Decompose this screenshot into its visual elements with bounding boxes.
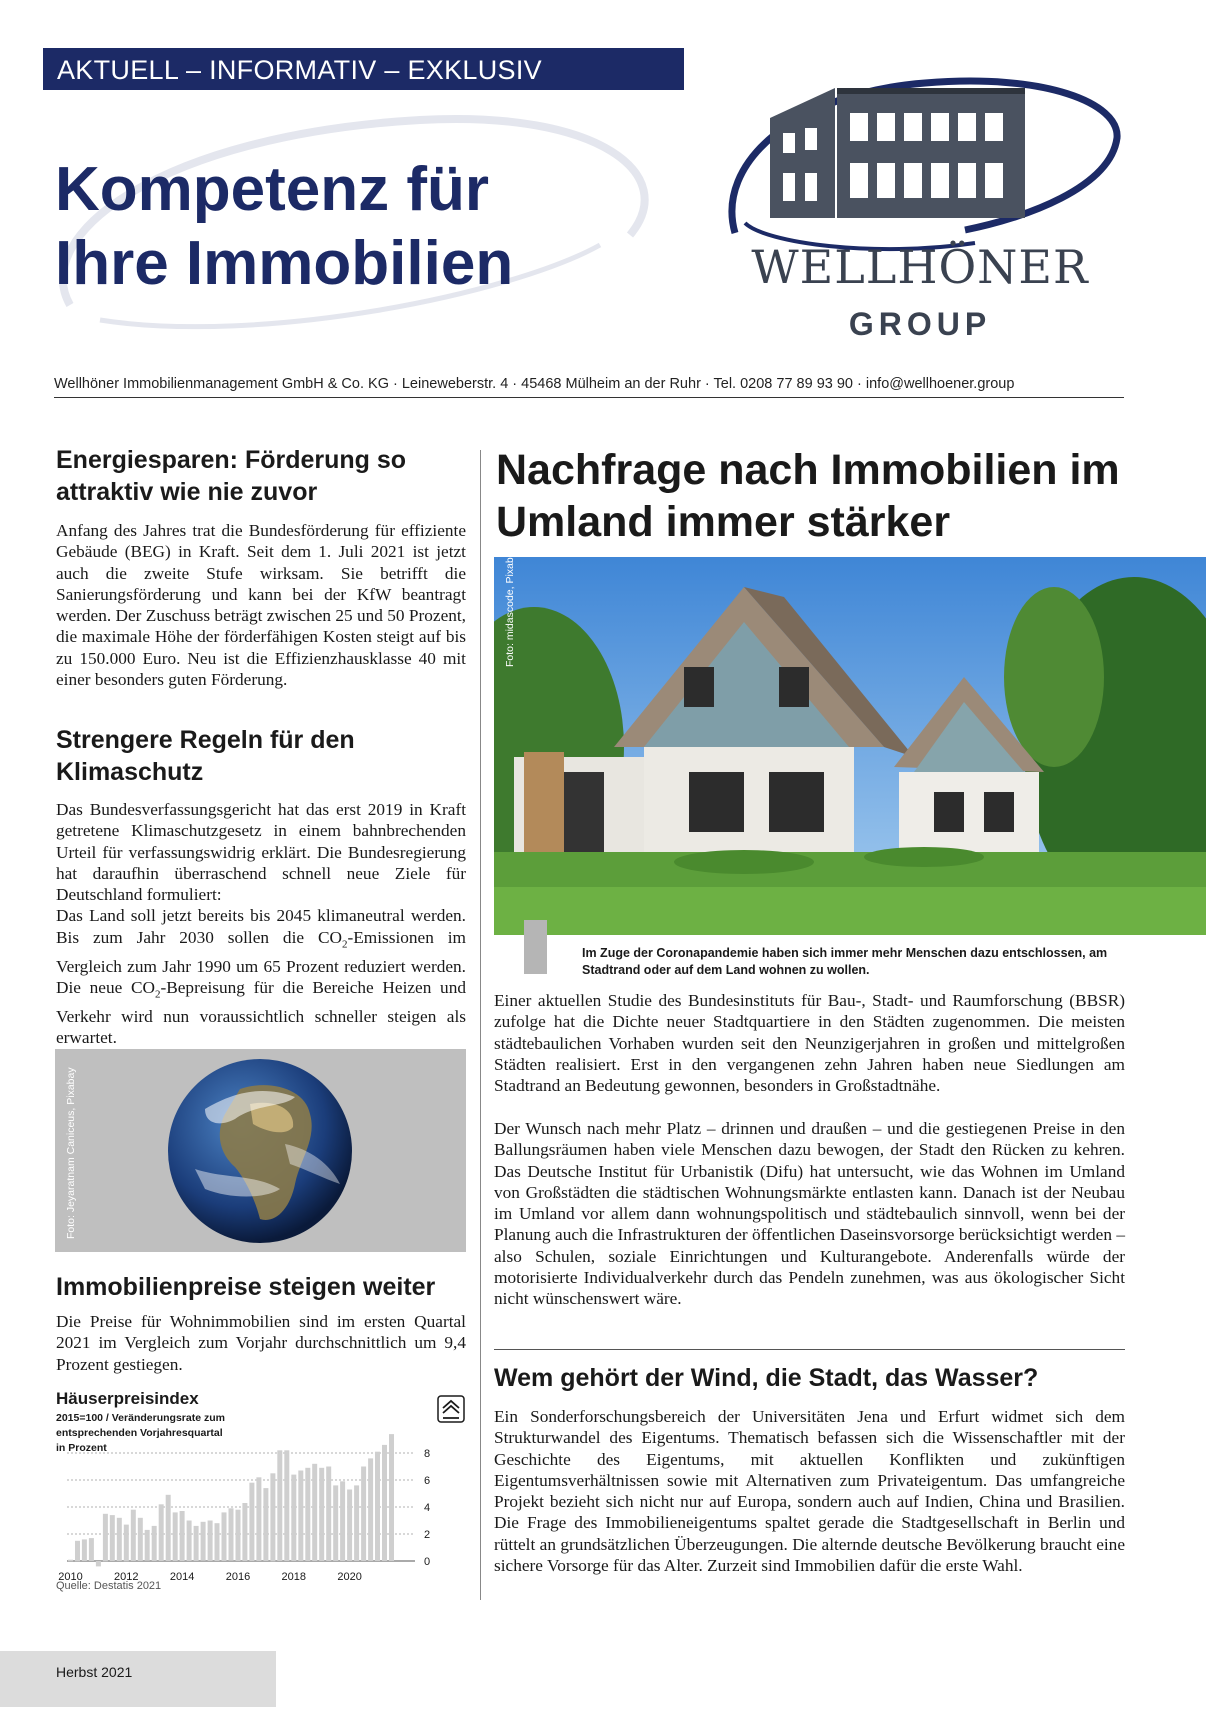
chart-bar bbox=[333, 1485, 338, 1561]
chart-bar bbox=[284, 1450, 289, 1561]
chart-bar bbox=[256, 1477, 261, 1561]
chart-bar bbox=[229, 1508, 234, 1561]
x-tick-label: 2016 bbox=[225, 1571, 251, 1583]
y-tick-label: 4 bbox=[424, 1502, 431, 1514]
x-tick-label: 2020 bbox=[337, 1571, 362, 1583]
share-icon[interactable] bbox=[438, 1396, 464, 1422]
chart-bar bbox=[124, 1525, 129, 1562]
page-title: Kompetenz für Ihre Immobilien bbox=[55, 155, 514, 298]
tagline: AKTUELL – INFORMATIV – EXKLUSIV bbox=[57, 55, 542, 85]
energy-heading: Energiesparen: Förderung so attraktiv wie nie zuvor bbox=[56, 446, 407, 506]
house-photo bbox=[494, 546, 1206, 935]
chart-bar bbox=[173, 1512, 178, 1561]
house-image bbox=[494, 557, 1206, 935]
chart-bar bbox=[187, 1521, 192, 1562]
x-tick-label: 2010 bbox=[58, 1571, 83, 1583]
chart-bar bbox=[291, 1475, 296, 1561]
chart-bar bbox=[249, 1483, 254, 1561]
chart-bar bbox=[208, 1521, 213, 1562]
chart-bar bbox=[194, 1526, 199, 1561]
chart-bar bbox=[298, 1471, 303, 1562]
chart-bar bbox=[110, 1515, 115, 1561]
chart-bar bbox=[340, 1481, 345, 1561]
main-article-heading: Nachfrage nach Immobilien im Umland immer stärker bbox=[496, 446, 1120, 546]
earth-globe-icon bbox=[55, 1049, 466, 1252]
address-line: Wellhöner Immobilienmanagement GmbH & Co. KG · Leineweberstr. 4 · 45468 Mülheim an der Ruhr · Tel. 0208 77 89 93 90 · info@wellhoener.group bbox=[54, 376, 1124, 398]
house-price-chart bbox=[50, 1388, 470, 1583]
y-tick-label: 6 bbox=[424, 1475, 431, 1487]
chart-bar bbox=[75, 1541, 80, 1561]
main-article-para-1: Einer aktuellen Studie des Bundesinstituts für Bau-, Stadt- und Raumforschung (BBSR) zufolge hat die Dichte neuer Stadtquartiere in den Städten zugenommen. Die meisten städtebaulichen Vorhaben wurden seit den Neunzigerjahren in großen und mittelgroßen Städten realisiert. Erst in den vergangenen zehn Jahren haben neue Siedlungen am Stadtrand an Bedeutung gewonnen, besonders in Großstadtnähe. bbox=[494, 991, 1125, 1096]
climate-text-2: Das Land soll jetzt bereits bis 2045 klimaneutral werden. Bis zum Jahr 2030 sollen die $CO_2$-Emissionen im Vergleich zum Jahr 1990 um 65 Prozent reduziert werden. Die neue $CO_2$-Bepreisung für die Bereiche Heizen und Verkehr wird nun voraussichtlich schneller steigen als erwartet. bbox=[56, 906, 466, 1047]
caption-bar bbox=[524, 920, 547, 974]
logo-wordmark: WELLHÖNER bbox=[751, 240, 1089, 294]
earth-photo-credit: Foto: Jeyaratnam Caniceus, Pixabay bbox=[65, 1067, 77, 1239]
chart-bar bbox=[305, 1468, 310, 1561]
column-divider bbox=[480, 450, 481, 1600]
chart-bar bbox=[215, 1523, 220, 1561]
chart-bar bbox=[138, 1518, 143, 1561]
chart-bar bbox=[375, 1452, 380, 1561]
climate-text-1: Das Bundesverfassungsgericht hat das erst 2019 in Kraft getretene Klimaschutzgesetz in einem bahnbrechenden Urteil für verfassungswidrig erklärt. Die Bundesregierung hat daraufhin überraschend schnell neue Ziele für Deutschland formuliert: bbox=[56, 800, 466, 905]
chart-source: Quelle: Destatis 2021 bbox=[56, 1580, 162, 1592]
chart-bar bbox=[68, 1560, 73, 1561]
chart-bar bbox=[159, 1504, 164, 1561]
chart-bar bbox=[166, 1495, 171, 1561]
chart-bar bbox=[82, 1539, 87, 1561]
tagline-bar bbox=[43, 48, 684, 90]
prices-heading: Immobilienpreise steigen weiter bbox=[56, 1273, 436, 1301]
chart-bar bbox=[277, 1450, 282, 1561]
main-article-para-2: Der Wunsch nach mehr Platz – drinnen und draußen – und die gestiegenen Preise in den Ballungsräumen haben viele Menschen dazu bewogen, der Stadt den Rücken zu kehren. Das Deutsche Institut für Urbanistik (Difu) hat untersucht, wie das Wohnen im Umland von Großstädten die städtischen Wohnungsmärkte entlasten kann. Danach ist der Neubau im Umland vor allem dann wohnungspolitisch und städtebaulich sinnvoll, wenn bei der Planung auch die Infrastrukturen der öffentlichen Daseinsvorsorge berücksichtigt werden – also Schulen, soziale Einrichtungen und Kulturangebote. Anderenfalls würde der motorisierte Individualverkehr durch das Pendeln zunehmen, was aus ökologischer Sicht nicht wünschenswert wäre. bbox=[494, 1119, 1125, 1309]
chart-bar bbox=[312, 1464, 317, 1561]
wind-text: Ein Sonderforschungsbereich der Universitäten Jena und Erfurt widmet sich dem Strukturwandel des Eigentums. Thematisch befassen sich die Wissenschaftler mit der Geschichte des Eigentums, mit aktuellen Konflikten und zukünftigen Eigentumsverhältnissen sowie mit Alternativen zum Privateigentum. Das umfangreiche Projekt bezieht sich nicht nur auf Europa, sondern auch auf Indien, China und Brasilien. Die Frage des Immobilieneigentums spaltet gerade die Stadtgesellschaft in Berlin und rüttelt an grundsätzlichen Überzeugungen. Die alternde deutsche Bevölkerung braucht eine sichere Vorsorge für das Alter. Zurzeit sind Immobilien dafür die erste Wahl. bbox=[494, 1407, 1125, 1576]
chart-title: Häuserpreisindex bbox=[56, 1389, 199, 1408]
chart-bar bbox=[319, 1468, 324, 1561]
climate-heading: Strengere Regeln für den Klimaschutz bbox=[56, 726, 355, 786]
footer-box bbox=[0, 1651, 276, 1707]
x-tick-label: 2018 bbox=[281, 1571, 307, 1583]
chart-bar bbox=[263, 1488, 268, 1561]
section-rule bbox=[494, 1349, 1125, 1350]
chart-subtitle: 2015=100 / Veränderungsrate zum entsprechenden Vorjahresquartal in Prozent bbox=[56, 1412, 225, 1454]
chart-bar bbox=[103, 1514, 108, 1561]
building-logo-icon bbox=[725, 58, 1125, 348]
prices-text: Die Preise für Wohnimmobilien sind im ersten Quartal 2021 im Vergleich zum Vorjahr durchschnittlich um 9,4 Prozent gestiegen. bbox=[56, 1312, 466, 1374]
y-tick-label: 2 bbox=[424, 1529, 431, 1541]
chart-bar bbox=[117, 1518, 122, 1561]
chart-bar bbox=[347, 1490, 352, 1562]
wind-heading: Wem gehört der Wind, die Stadt, das Wasser? bbox=[494, 1364, 1039, 1392]
house-photo-credit: Foto: midascode, Pixabay bbox=[504, 546, 516, 667]
chart-bar bbox=[96, 1561, 101, 1566]
chart-bar bbox=[270, 1473, 275, 1561]
y-tick-label: 0 bbox=[424, 1556, 431, 1568]
chart-bar bbox=[382, 1445, 387, 1561]
chart-bar bbox=[89, 1538, 94, 1561]
logo-subtitle: GROUP bbox=[848, 306, 992, 342]
chart-bar bbox=[222, 1512, 227, 1561]
chart-bar bbox=[131, 1510, 136, 1561]
chart-bar bbox=[152, 1526, 157, 1561]
chart-bar bbox=[145, 1530, 150, 1561]
chart-bar bbox=[201, 1522, 206, 1561]
chart-bar bbox=[236, 1510, 241, 1561]
x-tick-label: 2014 bbox=[169, 1571, 195, 1583]
chart-bar bbox=[326, 1467, 331, 1562]
issue-label: Herbst 2021 bbox=[56, 1664, 133, 1680]
earth-photo bbox=[55, 1049, 466, 1252]
energy-text: Anfang des Jahres trat die Bundesförderung für effiziente Gebäude (BEG) in Kraft. Seit dem 1. Juli 2021 ist jetzt auch die zweite Stufe wirksam. Sie betrifft die Sanierungsförderung und kann bei der KfW beantragt werden. Der Zuschuss beträgt zwischen 25 und 50 Prozent, die maximale Höhe der förderfähigen Kosten steigt auf bis zu 150.000 Euro. Neu ist die Effizienzhausklasse 40 mit einer besonders guten Förderung. bbox=[56, 521, 466, 690]
chart-bar bbox=[242, 1503, 247, 1561]
chart-bar bbox=[368, 1458, 373, 1561]
chart-bar bbox=[361, 1467, 366, 1562]
chart-bar bbox=[180, 1511, 185, 1561]
chart-bar bbox=[354, 1485, 359, 1561]
climate-text bbox=[56, 799, 466, 1048]
y-tick-label: 8 bbox=[424, 1448, 431, 1460]
x-tick-label: 2012 bbox=[114, 1571, 139, 1583]
house-caption: Im Zuge der Coronapandemie haben sich immer mehr Menschen dazu entschlossen, am Stadtrand oder auf dem Land wohnen zu wollen. bbox=[582, 946, 1108, 977]
chart-bar bbox=[389, 1434, 394, 1561]
